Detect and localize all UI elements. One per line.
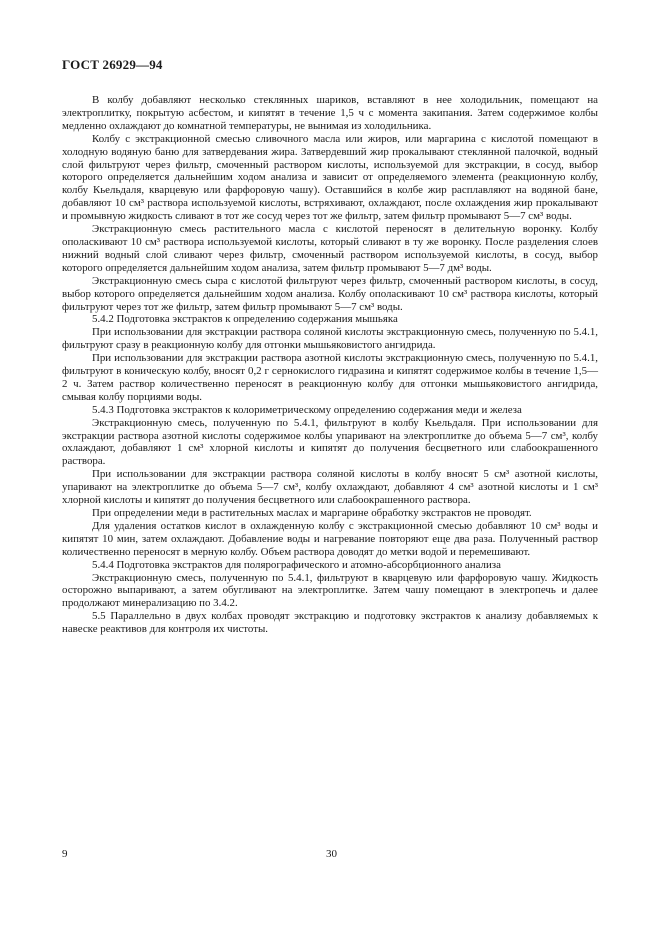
section-heading: 5.4.3 Подготовка экстрактов к колориметрическому определению содержания меди и железа	[92, 403, 522, 416]
paragraph: При использовании для экстракции раствора азотной кислоты экстракционную смесь, полученную по 5.4.1, фильтруют в коническую колбу, вносят 0,2 г сернокислого гидразина и кипятят содержимое колбы в течение 1,5—2 ч. Затем раствор количественно переносят в реакционную колбу для отгонки мышьяковистого ангидрида, смывая колбу порциями воды.	[62, 352, 598, 403]
paragraph: Экстракционную смесь сыра с кислотой фильтруют через фильтр, смоченный раствором кислоты, в сосуд, выбор которого определяется дальнейшим ходом анализа. Колбу ополаскивают 10 см³ раствора кислоты, который фильтруют через тот же фильтр, затем фильтр промывают 5—7 см³ воды.	[62, 274, 598, 313]
paragraph: Экстракционную смесь растительного масла с кислотой переносят в делительную воронку. Колбу ополаскивают 10 см³ раствора используемой кислоты, который сливают в ту же воронку. После разделения слоев нижний водный слой сливают через фильтр, смоченный раствором используемой кислоты, в сосуд, выбор которого определяется дальнейшим ходом анализа, затем фильтр промывают 5—7 дм³ воды.	[62, 223, 598, 274]
paragraph: При использовании для экстракции раствора соляной кислоты в колбу вносят 5 см³ азотной кислоты, упаривают на электроплитке до объема 5—7 см³, колбу охлаждают, добавляют 4 см³ азотной кислоты и 1 см³ хлорной кислоты и кипятят до получения бесцветного или слабоокрашенного раствора.	[62, 468, 598, 507]
page-number: 30	[326, 848, 337, 860]
paragraph: Для удаления остатков кислот в охлажденную колбу с экстракционной смесью добавляют 10 см³ воды и кипятят 10 мин, затем охлаждают. Добавление воды и нагревание повторяют еще два раза. Полученный раствор количественно переносят в мерную колбу. Объем раствора доводят до метки водой и перемешивают.	[62, 519, 598, 558]
document-header: ГОСТ 26929—94	[62, 57, 163, 72]
footer-mark: 9	[62, 848, 68, 860]
section-heading: 5.4.2 Подготовка экстрактов к определению содержания мышьяка	[92, 313, 398, 326]
paragraph: Экстракционную смесь, полученную по 5.4.1, фильтруют в колбу Кьельдаля. При использовании для экстракции раствора азотной кислоты содержимое колбы упаривают на электроплитке до объема 5—7 см³, колбу охлаждают, добавляют 1 см³ хлорной кислоты и кипятят до получения бесцветного или слабоокрашенного раствора.	[62, 416, 598, 468]
paragraph: 5.5 Параллельно в двух колбах проводят экстракцию и подготовку экстрактов к анализу добавляемых к навеске реактивов для контроля их чистоты.	[62, 610, 598, 636]
paragraph: Экстракционную смесь, полученную по 5.4.1, фильтруют в кварцевую или фарфоровую чашу. Жидкость осторожно выпаривают, а затем обугливают на электроплитке. Затем чашу помещают в электропечь и далее продолжают минерализацию по 3.4.2.	[62, 571, 598, 610]
paragraph: В колбу добавляют несколько стеклянных шариков, вставляют в нее холодильник, помещают на электроплитку, покрытую асбестом, и кипятят в течение 1,5 ч с момента закипания. Затем содержимое колбы медленно охлаждают до комнатной температуры, не вынимая из холодильника.	[62, 94, 598, 132]
section-heading: 5.4.4 Подготовка экстрактов для полярографического и атомно-абсорбционного анализа	[92, 558, 501, 571]
paragraph: При использовании для экстракции раствора соляной кислоты экстракционную смесь, полученную по 5.4.1, фильтруют сразу в реакционную колбу для отгонки мышьяковистого ангидрида.	[62, 326, 598, 352]
document-body	[62, 94, 598, 636]
paragraph: Колбу с экстракционной смесью сливочного масла или жиров, или маргарина с кислотой помещают в холодную водяную баню для затвердевания жира. Затвердевший жир прокалывают стеклянной палочкой, водный слой фильтруют через фильтр, смоченный раствором кислоты, используемой для экстракции, в сосуд, выбор которого определяется дальнейшим ходом анализа и зависит от определяемого элемента (реакционную колбу, колбу Кьельдаля, кварцевую или фарфоровую чашу). Оставшийся в колбе жир расплавляют на водяной бане, добавляют 10 см³ раствора используемой кислоты, встряхивают, охлаждают, после охлаждения жир прокалывают и промывную жидкость сливают в тот же сосуд через тот же фильтр, затем фильтр промывают 5—7 см³ воды.	[62, 132, 598, 223]
paragraph: При определении меди в растительных маслах и маргарине обработку экстрактов не проводят.	[92, 507, 532, 519]
